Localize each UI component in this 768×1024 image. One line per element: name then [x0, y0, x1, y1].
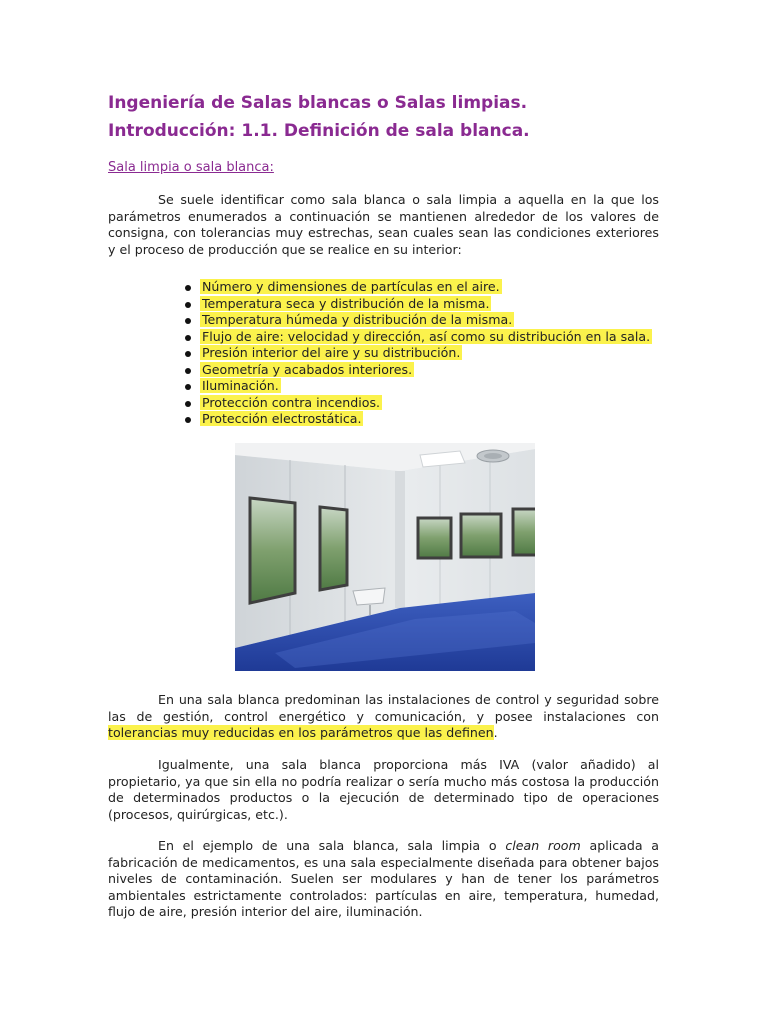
bullet-icon [185, 384, 191, 390]
italic-term: clean room [505, 838, 581, 853]
paragraph-2: En una sala blanca predominan las instalaciones de control y seguridad sobre las de gestión, control energético y comunicación, y posee instalaciones con tolerancias muy reducidas en los parámetros que las definen. [108, 692, 659, 740]
document-title-line1: Ingeniería de Salas blancas o Salas limpias. [108, 93, 528, 113]
bullet-icon [185, 368, 191, 374]
document-title-line2: Introducción: 1.1. Definición de sala blanca. [108, 121, 530, 141]
list-item: Geometría y acabados interiores. [184, 362, 652, 379]
bullet-icon [185, 351, 191, 357]
list-item: Temperatura húmeda y distribución de la misma. [184, 312, 652, 329]
bullet-icon [185, 401, 191, 407]
highlighted-text: tolerancias muy reducidas en los parámetros que las definen [108, 725, 494, 740]
list-item: Temperatura seca y distribución de la misma. [184, 296, 652, 313]
bullet-icon [185, 285, 191, 291]
list-item: Presión interior del aire y su distribución. [184, 345, 652, 362]
parameters-list [184, 279, 652, 428]
paragraph-4: En el ejemplo de una sala blanca, sala limpia o clean room aplicada a fabricación de medicamentos, es una sala especialmente diseñada para obtener bajos niveles de contaminación. Suelen ser modulares y han de tener los parámetros ambientales estrictamente controlados: partículas en aire, temperatura, humedad, flujo de aire, presión interior del aire, iluminación. [108, 838, 659, 919]
intro-paragraph: Se suele identificar como sala blanca o sala limpia a aquella en la que los parámetros enumerados a continuación se mantienen alrededor de los valores de consigna, con tolerancias muy estrechas, sean cuales sean las condiciones exteriores y el proceso de producción que se realice en su interior: [108, 192, 659, 257]
bullet-icon [185, 335, 191, 341]
list-item: Iluminación. [184, 378, 652, 395]
list-item: Número y dimensiones de partículas en el aire. [184, 279, 652, 296]
bullet-icon [185, 417, 191, 423]
list-item: Protección electrostática. [184, 411, 652, 428]
cleanroom-photo [235, 443, 535, 671]
list-item: Protección contra incendios. [184, 395, 652, 412]
list-item: Flujo de aire: velocidad y dirección, así como su distribución en la sala. [184, 329, 652, 346]
paragraph-3: Igualmente, una sala blanca proporciona más IVA (valor añadido) al propietario, ya que sin ella no podría realizar o sería mucho más costosa la producción de determinados productos o la ejecución de determinado tipo de operaciones (procesos, quirúrgicas, etc.). [108, 757, 659, 822]
bullet-icon [185, 302, 191, 308]
section-heading: Sala limpia o sala blanca: [108, 160, 274, 175]
bullet-icon [185, 318, 191, 324]
